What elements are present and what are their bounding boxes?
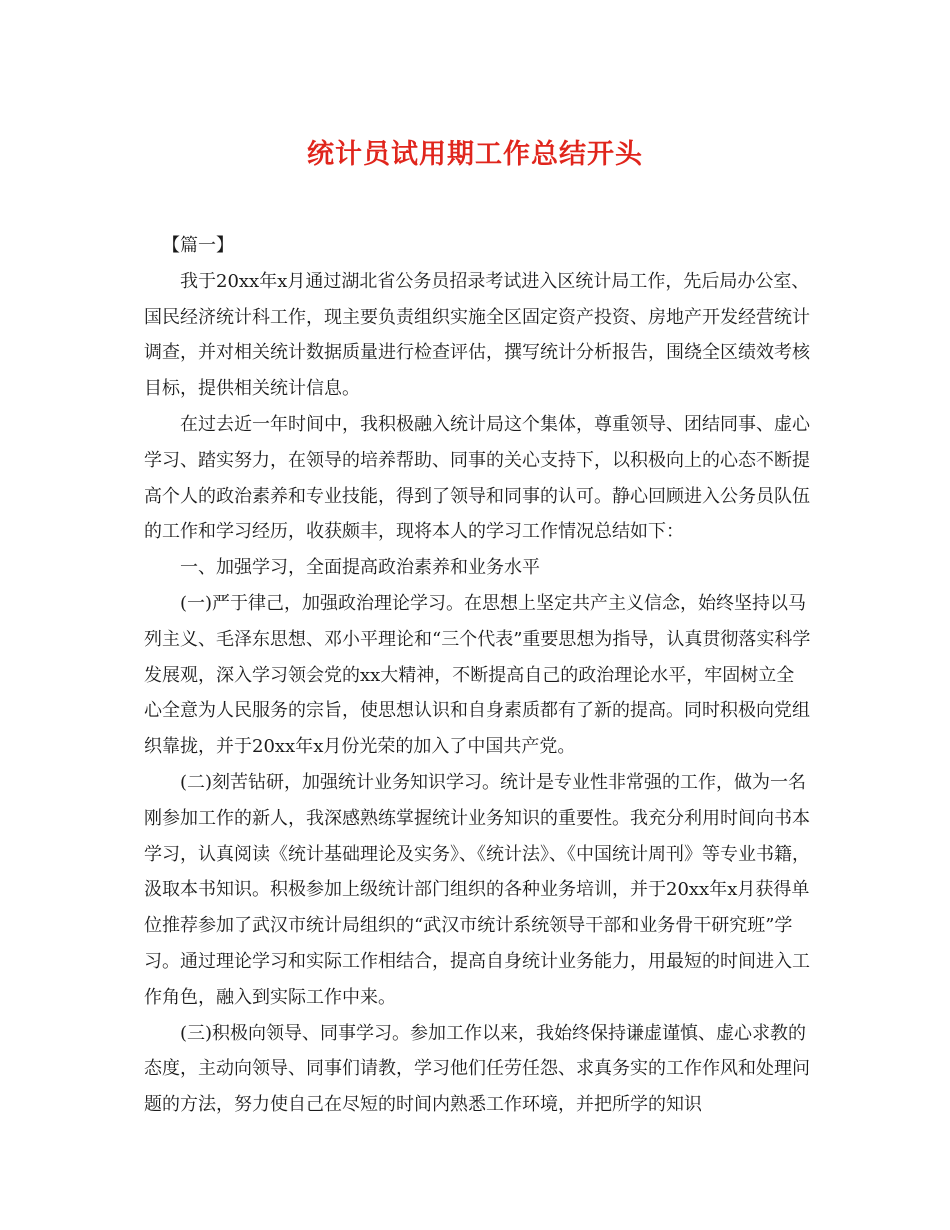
document-body	[144, 228, 812, 1123]
paragraph: (三)积极向领导、同事学习。参加工作以来，我始终保持谦虚谨慎、虚心求教的态度，主动向领导、同事们请教，学习他们任劳任怨、求真务实的工作作风和处理问题的方法，努力使自己在尽短的时间内熟悉工作环境，并把所学的知识	[144, 1022, 810, 1116]
document-title: 统计员试用期工作总结开头	[307, 139, 643, 170]
paragraph: 我于20xx年x月通过湖北省公务员招录考试进入区统计局工作，先后局办公室、国民经济统计科工作，现主要负责组织实施全区固定资产投资、房地产开发经营统计调查，并对相关统计数据质量进行检查评估，撰写统计分析报告，围绕全区绩效考核目标，提供相关统计信息。	[144, 270, 810, 400]
section-label: 【篇一】	[162, 235, 234, 256]
paragraph: (二)刻苦钻研，加强统计业务知识学习。统计是专业性非常强的工作，做为一名刚参加工作的新人，我深感熟练掌握统计业务知识的重要性。我充分利用时间向书本学习，认真阅读《统计基础理论及实务》、《统计法》、《中国统计周刊》等专业书籍，汲取本书知识。积极参加上级统计部门组织的各种业务培训，并于20xx年x月获得单位推荐参加了武汉市统计局组织的“武汉市统计系统领导干部和业务骨干研究班”学习。通过理论学习和实际工作相结合，提高自身统计业务能力，用最短的时间进入工作角色，融入到实际工作中来。	[144, 771, 810, 1008]
section-heading: 一、加强学习，全面提高政治素养和业务水平	[180, 557, 540, 579]
paragraph: 在过去近一年时间中，我积极融入统计局这个集体，尊重领导、团结同事、虚心学习、踏实努力，在领导的培养帮助、同事的关心支持下，以积极向上的心态不断提高个人的政治素养和专业技能，得到了领导和同事的认可。静心回顾进入公务员队伍的工作和学习经历，收获颇丰，现将本人的学习工作情况总结如下：	[144, 413, 810, 543]
paragraph: (一)严于律己，加强政治理论学习。在思想上坚定共产主义信念，始终坚持以马列主义、毛泽东思想、邓小平理论和“三个代表”重要思想为指导，认真贯彻落实科学发展观，深入学习领会党的xx大精神，不断提高自己的政治理论水平，牢固树立全心全意为人民服务的宗旨，使思想认识和自身素质都有了新的提高。同时积极向党组织靠拢，并于20xx年x月份光荣的加入了中国共产党。	[144, 592, 811, 758]
